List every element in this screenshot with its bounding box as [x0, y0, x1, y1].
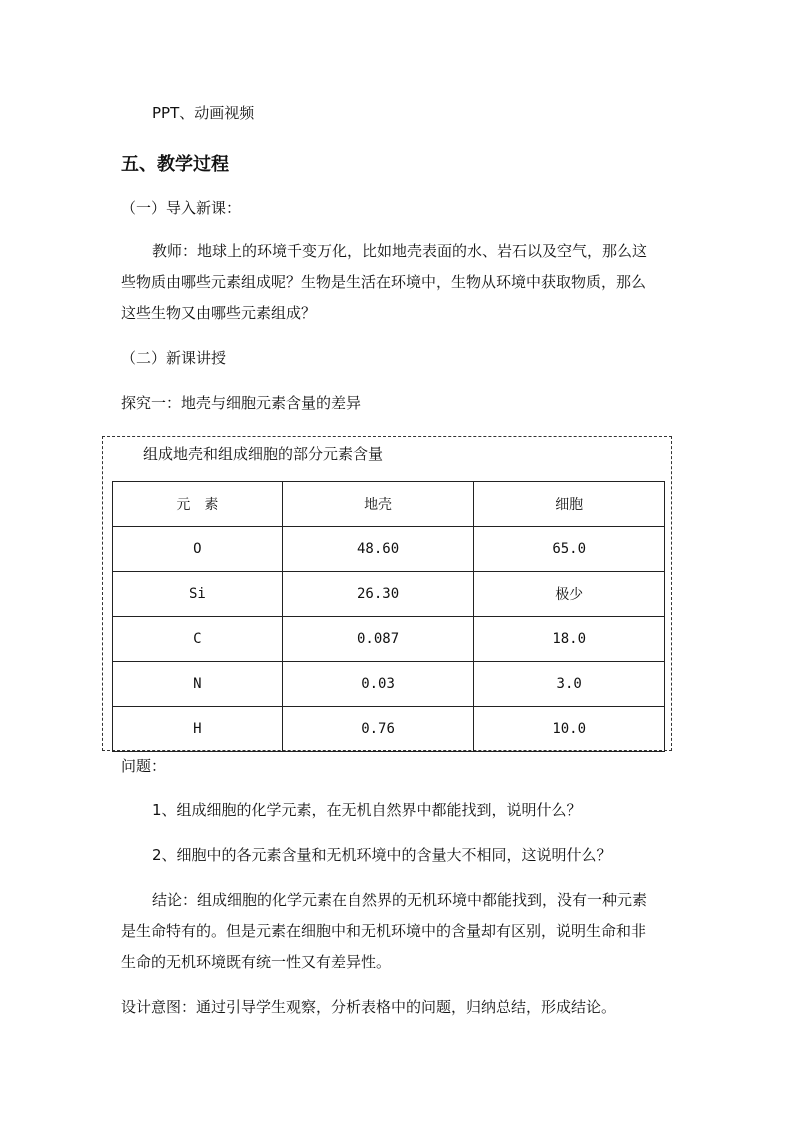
materials-text: PPT、动画视频: [152, 104, 255, 122]
crust-value-cell: 0.76: [282, 707, 474, 752]
conclusion-line: 是生命特有的。但是元素在细胞中和无机环境中的含量却有区别，说明生命和非: [121, 922, 647, 940]
header-element: 元 素: [113, 482, 283, 527]
explore-title: 探究一：地壳与细胞元素含量的差异: [121, 394, 362, 412]
conclusion-line: 结论：组成细胞的化学元素在自然界的无机环境中都能找到，没有一种元素: [152, 891, 648, 909]
crust-value-cell: 26.30: [282, 572, 474, 617]
intro-line: 些物质由哪些元素组成呢？生物是生活在环境中，生物从环境中获取物质，那么: [121, 273, 647, 291]
part2-title: （二）新课讲授: [121, 349, 227, 367]
section-heading: 五、教学过程: [121, 154, 229, 175]
table-row: [113, 707, 665, 752]
cell-value-cell: 18.0: [474, 617, 665, 662]
question-item: 1、组成细胞的化学元素，在无机自然界中都能找到，说明什么？: [152, 801, 582, 819]
table-row: [113, 617, 665, 662]
table-header-row: [113, 482, 665, 527]
crust-value-cell: 0.087: [282, 617, 474, 662]
crust-value-cell: 48.60: [282, 527, 474, 572]
table-row: [113, 662, 665, 707]
cell-value-cell: 3.0: [474, 662, 665, 707]
question-item: 2、细胞中的各元素含量和无机环境中的含量大不相同，这说明什么？: [152, 846, 612, 864]
cell-value-cell: 10.0: [474, 707, 665, 752]
element-cell: Si: [113, 572, 283, 617]
table-row: [113, 572, 665, 617]
element-cell: H: [113, 707, 283, 752]
intro-line: 这些生物又由哪些元素组成？: [121, 304, 317, 322]
intro-line: 教师：地球上的环境千变万化，比如地壳表面的水、岩石以及空气，那么这: [152, 242, 648, 260]
element-cell: N: [113, 662, 283, 707]
questions-label: 问题：: [121, 757, 167, 775]
element-content-table: [112, 481, 665, 752]
cell-value-cell: 65.0: [474, 527, 665, 572]
part1-title: （一）导入新课：: [121, 199, 242, 217]
header-crust: 地壳: [282, 482, 474, 527]
cell-value-cell: 极少: [474, 572, 665, 617]
header-cell: 细胞: [474, 482, 665, 527]
conclusion-line: 生命的无机环境既有统一性又有差异性。: [121, 953, 392, 971]
element-cell: C: [113, 617, 283, 662]
table-row: [113, 527, 665, 572]
crust-value-cell: 0.03: [282, 662, 474, 707]
table-caption: 组成地壳和组成细胞的部分元素含量: [143, 445, 384, 463]
element-cell: O: [113, 527, 283, 572]
design-intent: 设计意图：通过引导学生观察，分析表格中的问题，归纳总结，形成结论。: [121, 998, 617, 1016]
